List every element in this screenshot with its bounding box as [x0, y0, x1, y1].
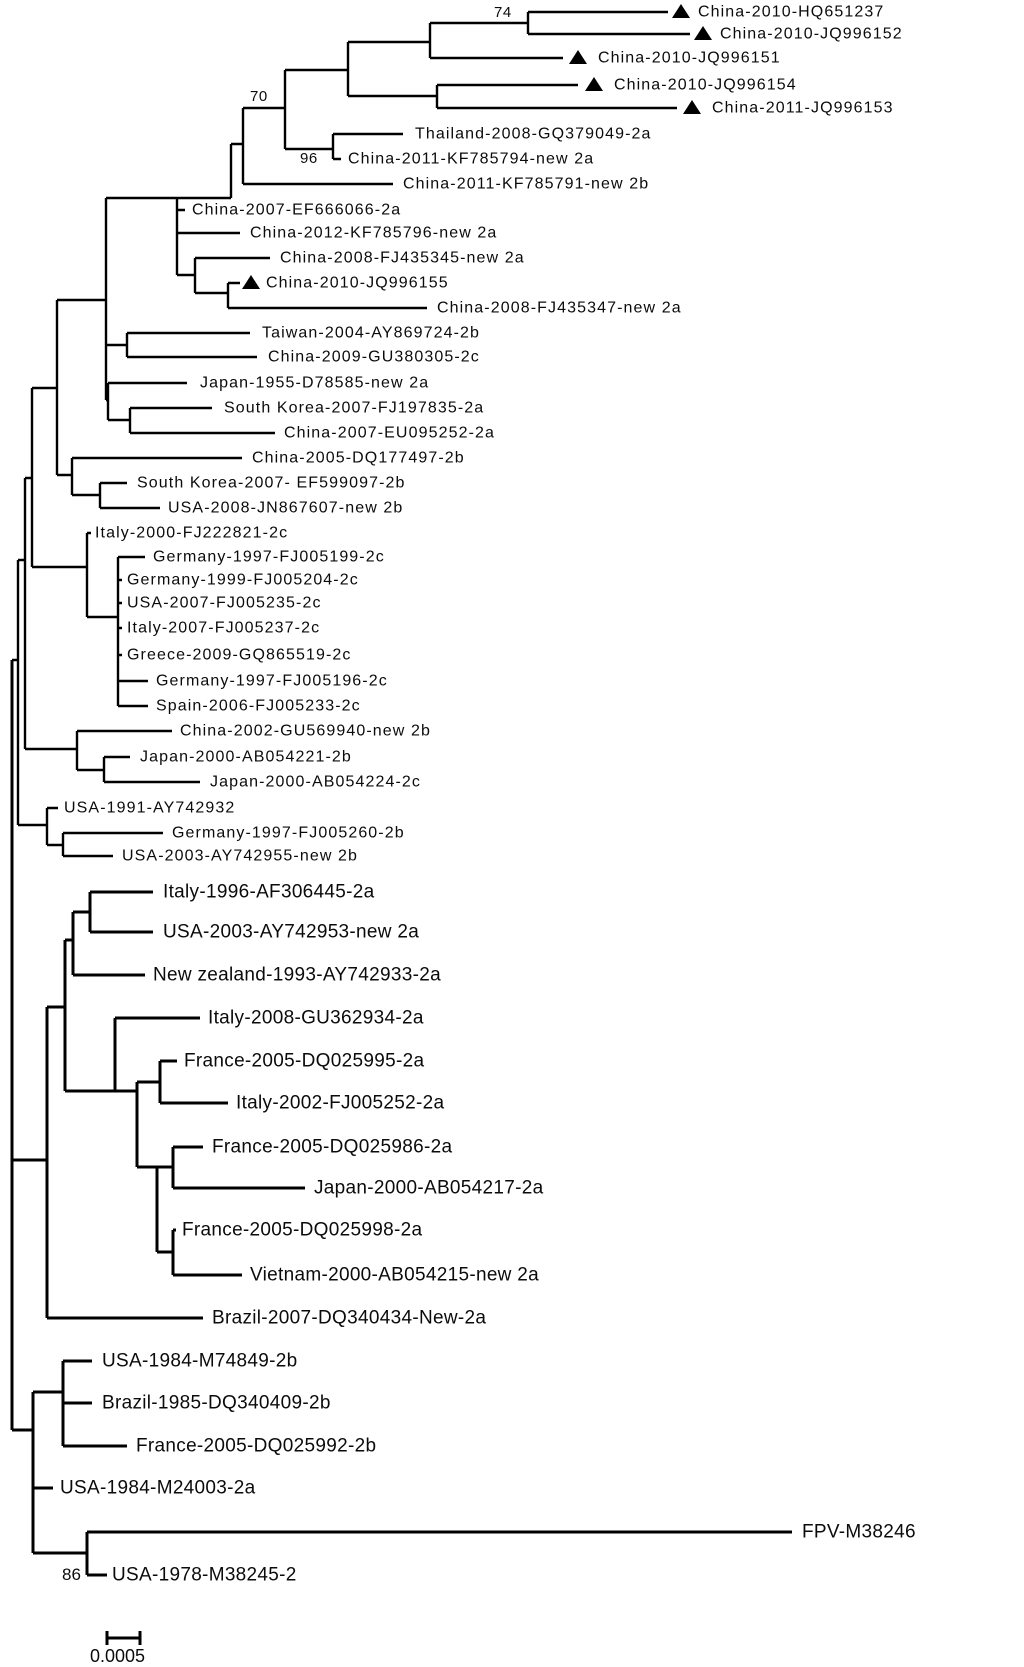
taxon-label: South Korea-2007- EF599097-2b	[137, 474, 406, 492]
taxon-label: Germany-1997-FJ005260-2b	[172, 824, 405, 842]
taxon-label: China-2010-JQ996154	[614, 76, 797, 94]
bootstrap-value: 70	[250, 88, 268, 105]
taxon-label: Italy-2000-FJ222821-2c	[95, 524, 289, 542]
taxon-label: Italy-1996-AF306445-2a	[163, 881, 375, 903]
taxon-label: Germany-1997-FJ005199-2c	[153, 548, 385, 566]
taxon-label: Spain-2006-FJ005233-2c	[156, 697, 361, 715]
taxon-label: China-2007-EU095252-2a	[284, 424, 495, 442]
taxon-label: France-2005-DQ025995-2a	[184, 1050, 425, 1072]
scale-bar-label: 0.0005	[90, 1646, 146, 1666]
taxon-label: USA-1991-AY742932	[64, 799, 236, 817]
tree-branches-lower	[12, 660, 792, 1575]
triangle-marker-icon	[672, 4, 690, 18]
taxon-label: Italy-2002-FJ005252-2a	[236, 1092, 445, 1114]
taxon-label: USA-2008-JN867607-new 2b	[168, 499, 404, 517]
taxon-label: Japan-2000-AB054224-2c	[210, 773, 422, 791]
taxon-label: New zealand-1993-AY742933-2a	[153, 964, 441, 986]
taxon-label: Italy-2008-GU362934-2a	[208, 1007, 424, 1029]
taxon-label: France-2005-DQ025986-2a	[212, 1136, 453, 1158]
taxon-label: China-2009-GU380305-2c	[268, 348, 480, 366]
bootstrap-value: 86	[62, 1565, 81, 1584]
taxon-label: Vietnam-2000-AB054215-new 2a	[250, 1264, 540, 1286]
taxon-label: USA-1978-M38245-2	[112, 1564, 297, 1586]
triangle-marker-icon	[683, 100, 701, 114]
taxon-label: Japan-2000-AB054217-2a	[314, 1177, 544, 1199]
taxon-label: France-2005-DQ025992-2b	[136, 1435, 377, 1457]
taxon-label: FPV-M38246	[802, 1521, 916, 1543]
taxon-label: USA-1984-M74849-2b	[102, 1350, 298, 1372]
taxon-label: China-2010-JQ996155	[266, 274, 449, 292]
taxon-label: Japan-1955-D78585-new 2a	[200, 374, 430, 392]
triangle-marker-icon	[585, 77, 603, 91]
taxon-label: China-2008-FJ435345-new 2a	[280, 249, 525, 267]
triangle-marker-icon	[569, 50, 587, 64]
taxon-label: China-2002-GU569940-new 2b	[180, 722, 431, 740]
taxon-label: Germany-1997-FJ005196-2c	[156, 672, 388, 690]
taxon-label: USA-2007-FJ005235-2c	[127, 594, 322, 612]
taxon-label: China-2011-KF785791-new 2b	[403, 175, 650, 193]
triangle-marker-icon	[242, 275, 260, 289]
taxon-label: Greece-2009-GQ865519-2c	[127, 646, 352, 664]
taxon-label: China-2005-DQ177497-2b	[252, 449, 465, 467]
bootstrap-value: 96	[300, 150, 318, 167]
taxon-label: Japan-2000-AB054221-2b	[140, 748, 352, 766]
taxon-label: China-2010-JQ996151	[598, 49, 781, 67]
taxon-label: China-2007-EF666066-2a	[192, 201, 402, 219]
taxon-label: Brazil-1985-DQ340409-2b	[102, 1392, 331, 1414]
taxon-label: China-2011-KF785794-new 2a	[348, 150, 595, 168]
triangle-marker-icon	[694, 26, 712, 40]
taxon-label: USA-1984-M24003-2a	[60, 1477, 256, 1499]
taxon-label: Italy-2007-FJ005237-2c	[127, 619, 321, 637]
taxon-label: Thailand-2008-GQ379049-2a	[415, 125, 652, 143]
taxon-label: Germany-1999-FJ005204-2c	[127, 571, 359, 589]
taxon-label: China-2010-JQ996152	[720, 25, 903, 43]
taxon-label: China-2011-JQ996153	[712, 99, 894, 117]
taxon-label: China-2010-HQ651237	[698, 3, 885, 21]
taxon-label: France-2005-DQ025998-2a	[182, 1219, 423, 1241]
taxon-label: China-2012-KF785796-new 2a	[250, 224, 498, 242]
taxon-label: China-2008-FJ435347-new 2a	[437, 299, 682, 317]
taxon-label: Taiwan-2004-AY869724-2b	[262, 324, 481, 342]
bootstrap-value: 74	[494, 4, 512, 21]
scale-bar	[107, 1631, 140, 1645]
taxon-label: South Korea-2007-FJ197835-2a	[224, 399, 485, 417]
taxon-label: USA-2003-AY742955-new 2b	[122, 847, 359, 865]
taxon-label: Brazil-2007-DQ340434-New-2a	[212, 1307, 487, 1329]
taxon-label: USA-2003-AY742953-new 2a	[163, 921, 420, 943]
